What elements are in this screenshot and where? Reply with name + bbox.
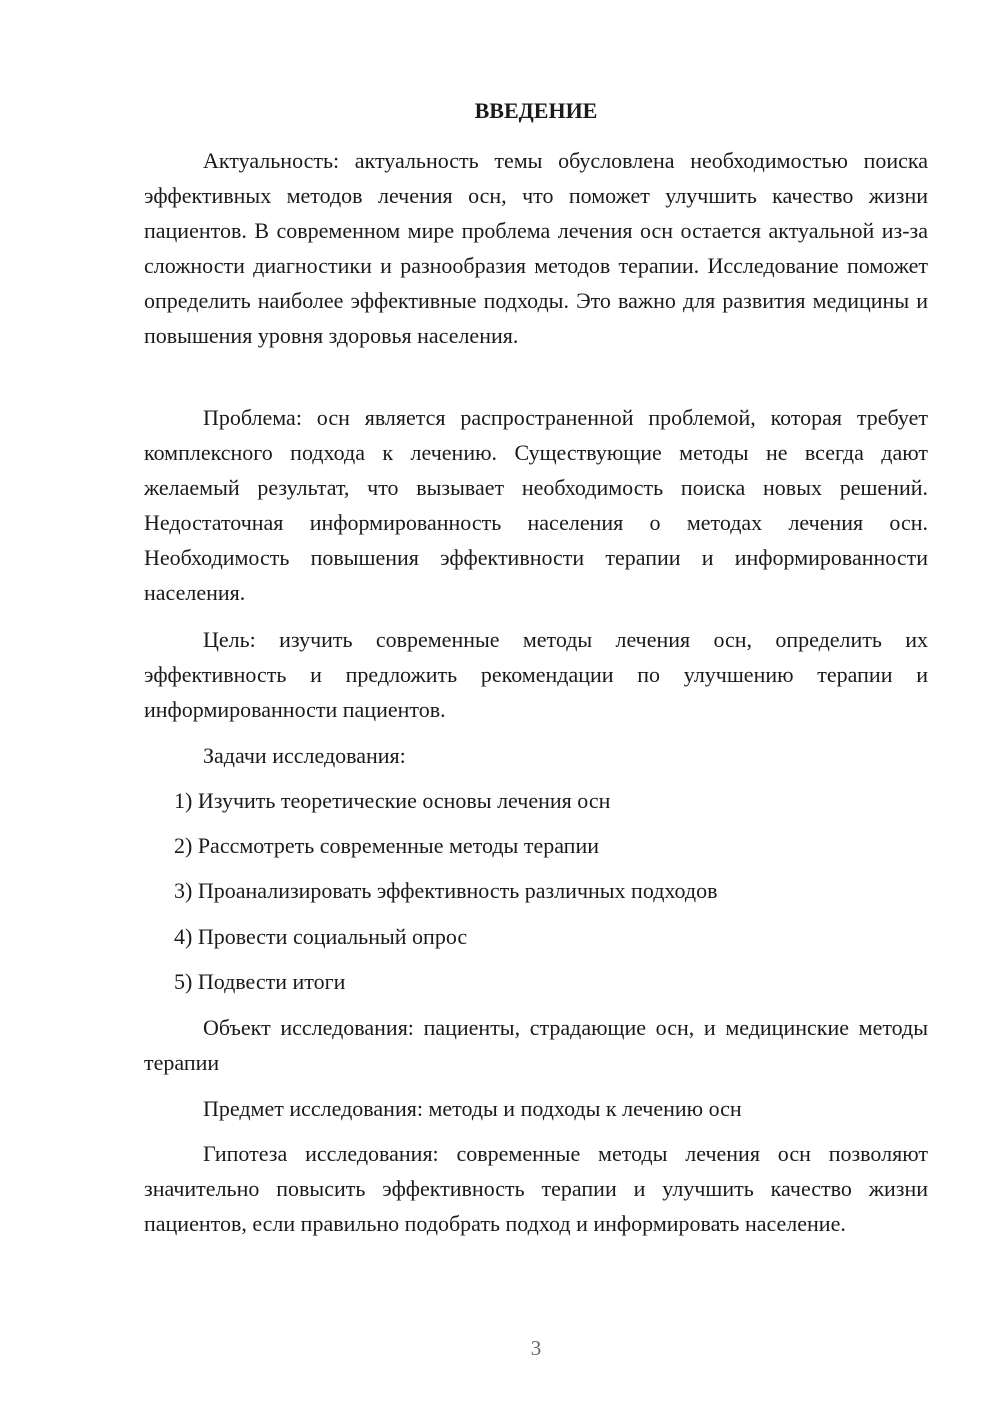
task-item-3: 3) Проанализировать эффективность различных подходов [174,878,718,903]
task-item-4: 4) Провести социальный опрос [174,924,468,949]
object-paragraph: Объект исследования: пациенты, страдающие осн, и медицинские методы терапии [144,1015,928,1075]
tasks-heading: Задачи исследования: [203,743,406,768]
page-number: 3 [530,1336,542,1360]
task-item-5: 5) Подвести итоги [174,969,346,994]
hypothesis-paragraph: Гипотеза исследования: современные методы лечения осн позволяют значительно повысить эффективность терапии и улучшить качество жизни пациентов, если правильно подобрать подход и информировать население. [144,1141,928,1236]
goal-paragraph: Цель: изучить современные методы лечения осн, определить их эффективность и предложить рекомендации по улучшению терапии и информированности пациентов. [144,627,928,722]
page-heading: ВВЕДЕНИЕ [474,98,598,123]
problem-paragraph: Проблема: осн является распространенной проблемой, которая требует комплексного подхода к лечению. Существующие методы не всегда дают желаемый результат, что вызывает необходимость поиска новых решений. Недостаточная информированность населения о методах лечения осн. Необходимость повышения эффективности терапии и информированности населения. [144,405,928,605]
subject-paragraph: Предмет исследования: методы и подходы к лечению осн [203,1096,742,1121]
task-item-1: 1) Изучить теоретические основы лечения осн [174,788,611,813]
relevance-paragraph: Актуальность: актуальность темы обусловлена необходимостью поиска эффективных методов лечения осн, что поможет улучшить качество жизни пациентов. В современном мире проблема лечения осн остается актуальной из-за сложности диагностики и разнообразия методов терапии. Исследование поможет определить наиболее эффективные подходы. Это важно для развития медицины и повышения уровня здоровья населения. [144,148,928,348]
task-item-2: 2) Рассмотреть современные методы терапии [174,833,600,858]
